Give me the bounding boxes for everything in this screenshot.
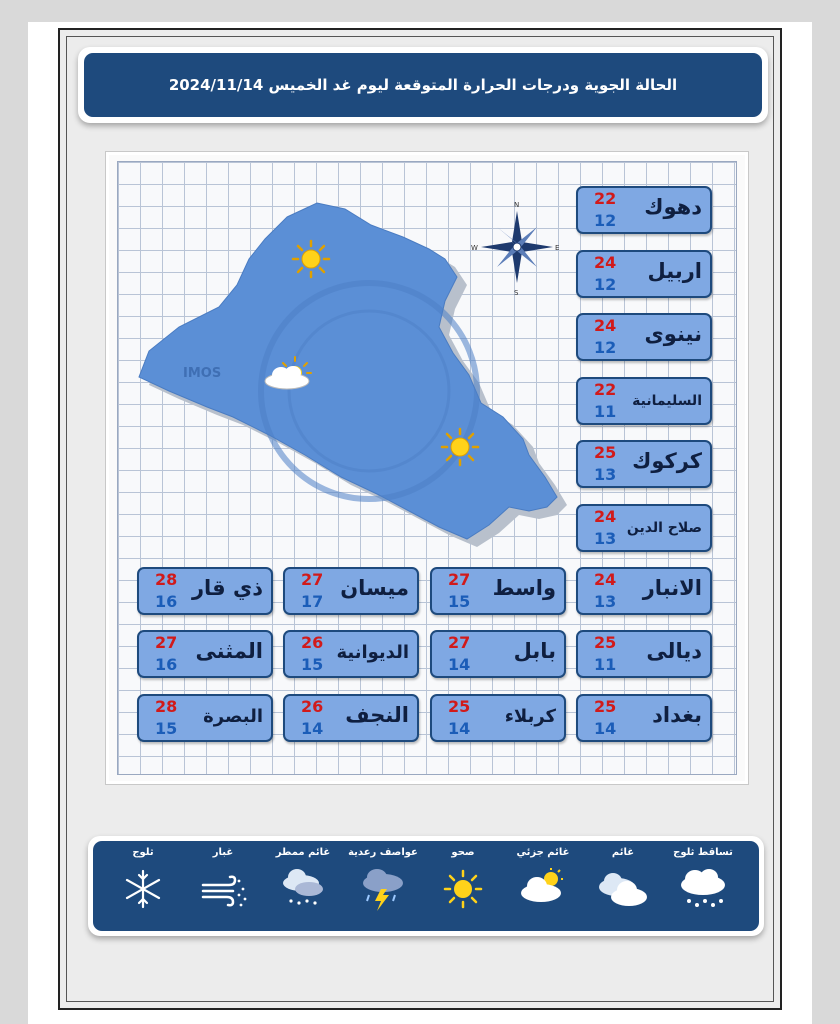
compass-s: S (514, 289, 519, 297)
high-temp: 28 (155, 570, 178, 589)
legend-item-snowfall (663, 847, 743, 927)
legend-item-rain-cloud (263, 847, 343, 927)
city-card-basra (137, 694, 273, 742)
city-card-erbil (576, 250, 712, 298)
legend-label: عواصف رعدية (348, 847, 418, 858)
city-card-muthanna (137, 630, 273, 678)
city-name: بابل (513, 639, 556, 663)
city-card-baghdad (576, 694, 712, 742)
city-name: الانبار (642, 576, 702, 600)
city-name: النجف (345, 703, 409, 727)
high-temp: 22 (594, 189, 617, 208)
city-card-dhiqar (137, 567, 273, 615)
legend-item-cloudy (583, 847, 663, 927)
low-temp: 16 (155, 655, 178, 674)
legend-label: صحو (451, 847, 475, 858)
low-temp: 13 (594, 592, 617, 611)
partly-cloudy-icon (515, 867, 571, 911)
city-name: السليمانية (632, 393, 702, 409)
low-temp: 12 (594, 275, 617, 294)
compass-n: N (514, 201, 520, 209)
page-title: الحالة الجوية ودرجات الحرارة المتوقعة ليوم غد الخميس 2024/11/14 (84, 53, 762, 117)
city-name: نينوى (644, 322, 702, 346)
city-card-anbar (576, 567, 712, 615)
legend-item-thunderstorm (343, 847, 423, 927)
rain-cloud-icon (275, 867, 331, 911)
high-temp: 27 (448, 633, 471, 652)
snowfall-icon (675, 867, 731, 911)
city-card-najaf (283, 694, 419, 742)
cloudy-icon (595, 867, 651, 911)
high-temp: 28 (155, 697, 178, 716)
city-card-kirkuk (576, 440, 712, 488)
low-temp: 11 (594, 655, 617, 674)
city-name: اربيل (647, 259, 702, 283)
legend-label: ثلوج (132, 847, 154, 858)
low-temp: 13 (594, 465, 617, 484)
legend-panel (93, 841, 759, 931)
high-temp: 27 (301, 570, 324, 589)
city-card-salahaldin (576, 504, 712, 552)
low-temp: 11 (594, 402, 617, 421)
high-temp: 27 (448, 570, 471, 589)
city-name: ديالى (646, 639, 702, 663)
sun-icon (442, 429, 478, 465)
high-temp: 24 (594, 316, 617, 335)
city-card-wasit (430, 567, 566, 615)
city-name: واسط (492, 576, 556, 600)
high-temp: 25 (594, 697, 617, 716)
thunderstorm-icon (355, 867, 411, 911)
high-temp: 24 (594, 253, 617, 272)
city-card-sulaymaniyah (576, 377, 712, 425)
legend-label: غائم (611, 847, 635, 858)
compass-e: E (555, 244, 560, 252)
city-card-maysan (283, 567, 419, 615)
legend-label: غبار (212, 847, 234, 858)
city-card-babil (430, 630, 566, 678)
sun-icon (293, 241, 329, 277)
legend-label: غائم ممطر (275, 847, 331, 858)
dust-icon (195, 867, 251, 911)
city-name: ذي قار (191, 576, 263, 600)
low-temp: 16 (155, 592, 178, 611)
high-temp: 25 (594, 443, 617, 462)
compass-w: W (471, 244, 478, 252)
city-name: كركوك (632, 449, 702, 473)
weather-legend (88, 836, 764, 936)
city-name: المثنى (195, 639, 263, 663)
legend-item-partly-cloudy (503, 847, 583, 927)
high-temp: 22 (594, 380, 617, 399)
city-name: دهوك (644, 195, 702, 219)
low-temp: 14 (448, 655, 471, 674)
high-temp: 24 (594, 507, 617, 526)
high-temp: 26 (301, 697, 324, 716)
clear-sun-icon (435, 867, 491, 911)
high-temp: 27 (155, 633, 178, 652)
snowflake-icon (115, 867, 171, 911)
high-temp: 26 (301, 633, 324, 652)
high-temp: 24 (594, 570, 617, 589)
city-card-diyala (576, 630, 712, 678)
legend-label: تساقط ثلوج (673, 847, 733, 858)
low-temp: 14 (448, 719, 471, 738)
city-card-karbala (430, 694, 566, 742)
low-temp: 14 (594, 719, 617, 738)
low-temp: 12 (594, 211, 617, 230)
low-temp: 13 (594, 529, 617, 548)
city-name: الديوانية (336, 642, 409, 663)
city-name: البصرة (203, 706, 263, 727)
low-temp: 12 (594, 338, 617, 357)
low-temp: 15 (155, 719, 178, 738)
low-temp: 17 (301, 592, 324, 611)
city-card-duhok (576, 186, 712, 234)
city-card-diwaniyah (283, 630, 419, 678)
watermark-text: IMOS (183, 366, 222, 381)
city-name: كربلاء (504, 706, 556, 727)
legend-item-dust (183, 847, 263, 927)
high-temp: 25 (448, 697, 471, 716)
low-temp: 14 (301, 719, 324, 738)
city-card-nineveh (576, 313, 712, 361)
low-temp: 15 (448, 592, 471, 611)
low-temp: 15 (301, 655, 324, 674)
title-bar (78, 47, 768, 123)
city-name: صلاح الدين (626, 520, 702, 536)
city-name: ميسان (340, 576, 409, 600)
legend-item-clear (423, 847, 503, 927)
compass-rose-icon (471, 201, 559, 297)
high-temp: 25 (594, 633, 617, 652)
city-name: بغداد (652, 703, 702, 727)
legend-label: غائم جزئي (516, 847, 570, 858)
legend-item-snow (103, 847, 183, 927)
